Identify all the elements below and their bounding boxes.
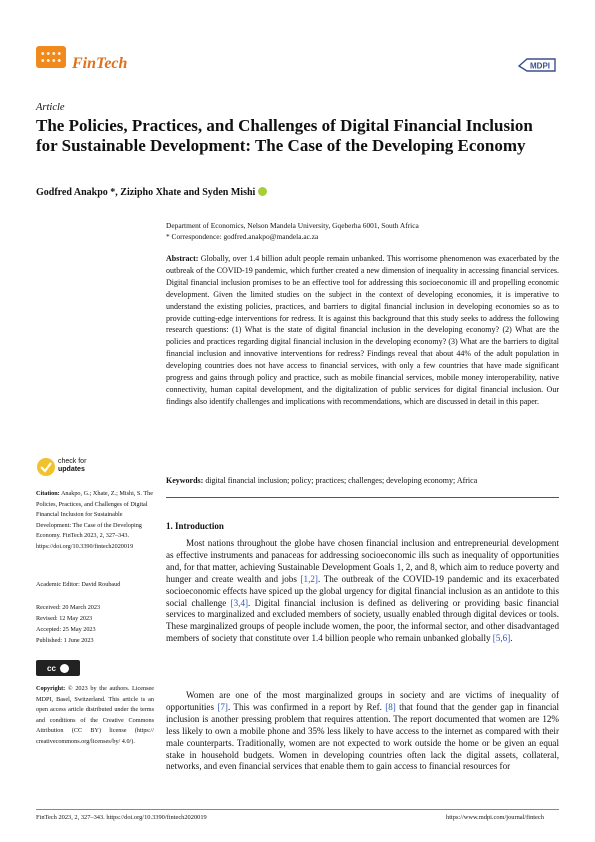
- para2-text-c: that found that the gender gap in financial inclusion is another pressing problem that requires attention. The report documented that women are 12% less likely to own a mobile phone and 35% less likely to have access to the internet as compared with their male counterparts. Traditionally, women are not expected to work outside the home or be given an equal stake in household budgets. Women in developing countries often lack the digital assets, collateral, networks, and even financial services that enable them to gain access to financial resources for: [166, 701, 559, 772]
- keywords-label: Keywords:: [166, 476, 204, 485]
- correspondence-email[interactable]: * Correspondence: godfred.anakpo@mandela.ac.za: [166, 231, 319, 241]
- article-type: Article: [36, 102, 65, 113]
- author-list: [36, 187, 267, 198]
- citation-link[interactable]: [1,2]: [300, 573, 318, 584]
- revised-date: Revised: 12 May 2023: [36, 615, 93, 622]
- received-date: Received: 20 March 2023: [36, 604, 101, 611]
- abstract: [166, 253, 559, 408]
- paragraph-2: [166, 690, 559, 773]
- para1-text-c: . Digital financial inclusion is defined as delivering or providing basic financial services to marginalized and excluded members of society, usually enabled through digital devices or tools. These marginalized groups of people include women, the poor, the informal sector, and other disadvantaged members of society that constitute over 1.4 billion people who remain unbanked globally: [166, 597, 559, 644]
- published-date: Published: 1 June 2023: [36, 637, 94, 644]
- para1-text-b: . The outbreak of the COVID-19 pandemic and its exacerbated socioeconomic effects have spiced up the global urgency for digital financial inclusion as an antidote to this social challenge: [166, 573, 559, 608]
- accepted-date: Accepted: 25 May 2023: [36, 626, 96, 633]
- mdpi-logo-text: MDPI: [530, 61, 550, 71]
- keywords-text: digital financial inclusion; policy; practices; challenges; developing economy; Africa: [205, 476, 478, 485]
- para1-text-d: .: [510, 633, 513, 644]
- divider: [166, 497, 559, 498]
- para2-text-b: . This was confirmed in a report by Ref.: [227, 701, 386, 712]
- paragraph-1: [166, 538, 559, 645]
- footer-citation[interactable]: FinTech 2023, 2, 327–343. https://doi.org/10.3390/fintech2020019: [36, 814, 207, 821]
- abstract-text: Globally, over 1.4 billion adult people remain unbanked. This worrisome phenomenon was exacerbated by the outbreak of the COVID-19 pandemic, which further created a new dimension of inequality in accessing financial services. Digital financial inclusion promises to be an effective tool for addressing this socioeconomic ill and propelling economic development. Given the limited studies on the subject in the context of developing economies, it is imperative to understand the existing policies, practices, and barriers to digital financial inclusion in developing economies so as to provide cutting-edge interventions for redress. It is against this background that this study seeks to address the following research questions: (1) What is the state of digital financial inclusion in the developing economy? (2) What are the policies and practices regarding digital financial inclusion in the developing economy? (3) What are the barriers to digital financial inclusion and innovative interventions for redress? Findings reveal that about 44% of the adult population in developing countries does not have access to financial services, with only a few countries that have made significant progress and gains through policy and practice, such as mobile financial services, mobile money interoperability, native connectivity, human capital development, and the digitalization of public services for digital financial inclusion. Our findings also identify challenges and implications with recommendations, which are discussed in detail in this paper.: [166, 254, 559, 406]
- orcid-icon[interactable]: [258, 187, 267, 196]
- check-updates-icon: [36, 457, 56, 477]
- check-updates-line1: check for: [58, 458, 87, 465]
- para1-text-a: Most nations throughout the globe have chosen financial inclusion and entrepreneurial development as effective instruments and panaceas for addressing socioeconomic ills such as inequality of opportunities and, for that matter, achieving Sustainable Development Goals 1, 2, and 8, which aim to reduce poverty and hunger and create wealth and jobs: [166, 538, 559, 584]
- citation-link[interactable]: [8]: [385, 701, 396, 712]
- keywords: [166, 475, 559, 486]
- mdpi-logo-icon: [517, 56, 557, 74]
- footer-divider: [36, 809, 559, 810]
- article-title: The Policies, Practices, and Challenges of Digital Financial Inclusion for Sustainable Development: The Case of the Developing Economy: [36, 116, 533, 155]
- abstract-label: Abstract:: [166, 254, 199, 263]
- cc-by-license-icon[interactable]: [36, 660, 80, 676]
- check-for-updates-badge[interactable]: [36, 457, 96, 477]
- citation-block: [36, 489, 154, 553]
- journal-logo-icon: [36, 46, 66, 68]
- citation-label: Citation:: [36, 490, 60, 497]
- copyright-label: Copyright:: [36, 685, 66, 692]
- footer-journal-url[interactable]: https://www.mdpi.com/journal/fintech: [446, 814, 544, 821]
- correspondence: [166, 232, 556, 243]
- copyright-block: [36, 684, 154, 748]
- copyright-text: © 2023 by the authors. Licensee MDPI, Basel, Switzerland. This article is an open access article distributed under the terms and conditions of the Creative Commons Attribution (CC BY) license (https:// creativecommons.org/licenses/by/ 4.0/).: [36, 685, 154, 745]
- check-updates-line2: updates: [58, 466, 85, 473]
- academic-editor: Academic Editor: David Roubaud: [36, 581, 121, 588]
- affiliation-block: [166, 221, 556, 242]
- citation-text[interactable]: Anakpo, G.; Xhate, Z.; Mishi, S. The Policies, Practices, and Challenges of Digital Financial Inclusion for Sustainable Development: The Case of the Developing Economy. FinTech 2023, 2, 327–343. https://doi.org/10.3390/fintech2020019: [36, 490, 153, 550]
- para2-text-a: Women are one of the most marginalized groups in society and are victims of inequality of opportunities: [166, 690, 559, 712]
- author-names: Godfred Anakpo *, Zizipho Xhate and Syden Mishi: [36, 187, 256, 198]
- citation-link[interactable]: [5,6]: [492, 633, 511, 644]
- citation-link[interactable]: [7]: [217, 701, 228, 712]
- affiliation: Department of Economics, Nelson Mandela University, Gqeberha 6001, South Africa: [166, 221, 419, 230]
- journal-name: FinTech: [72, 55, 128, 72]
- citation-link[interactable]: [3,4]: [230, 597, 249, 608]
- section-heading: 1. Introduction: [166, 521, 224, 531]
- cc-label: cc: [47, 663, 56, 673]
- person-icon: [60, 664, 69, 673]
